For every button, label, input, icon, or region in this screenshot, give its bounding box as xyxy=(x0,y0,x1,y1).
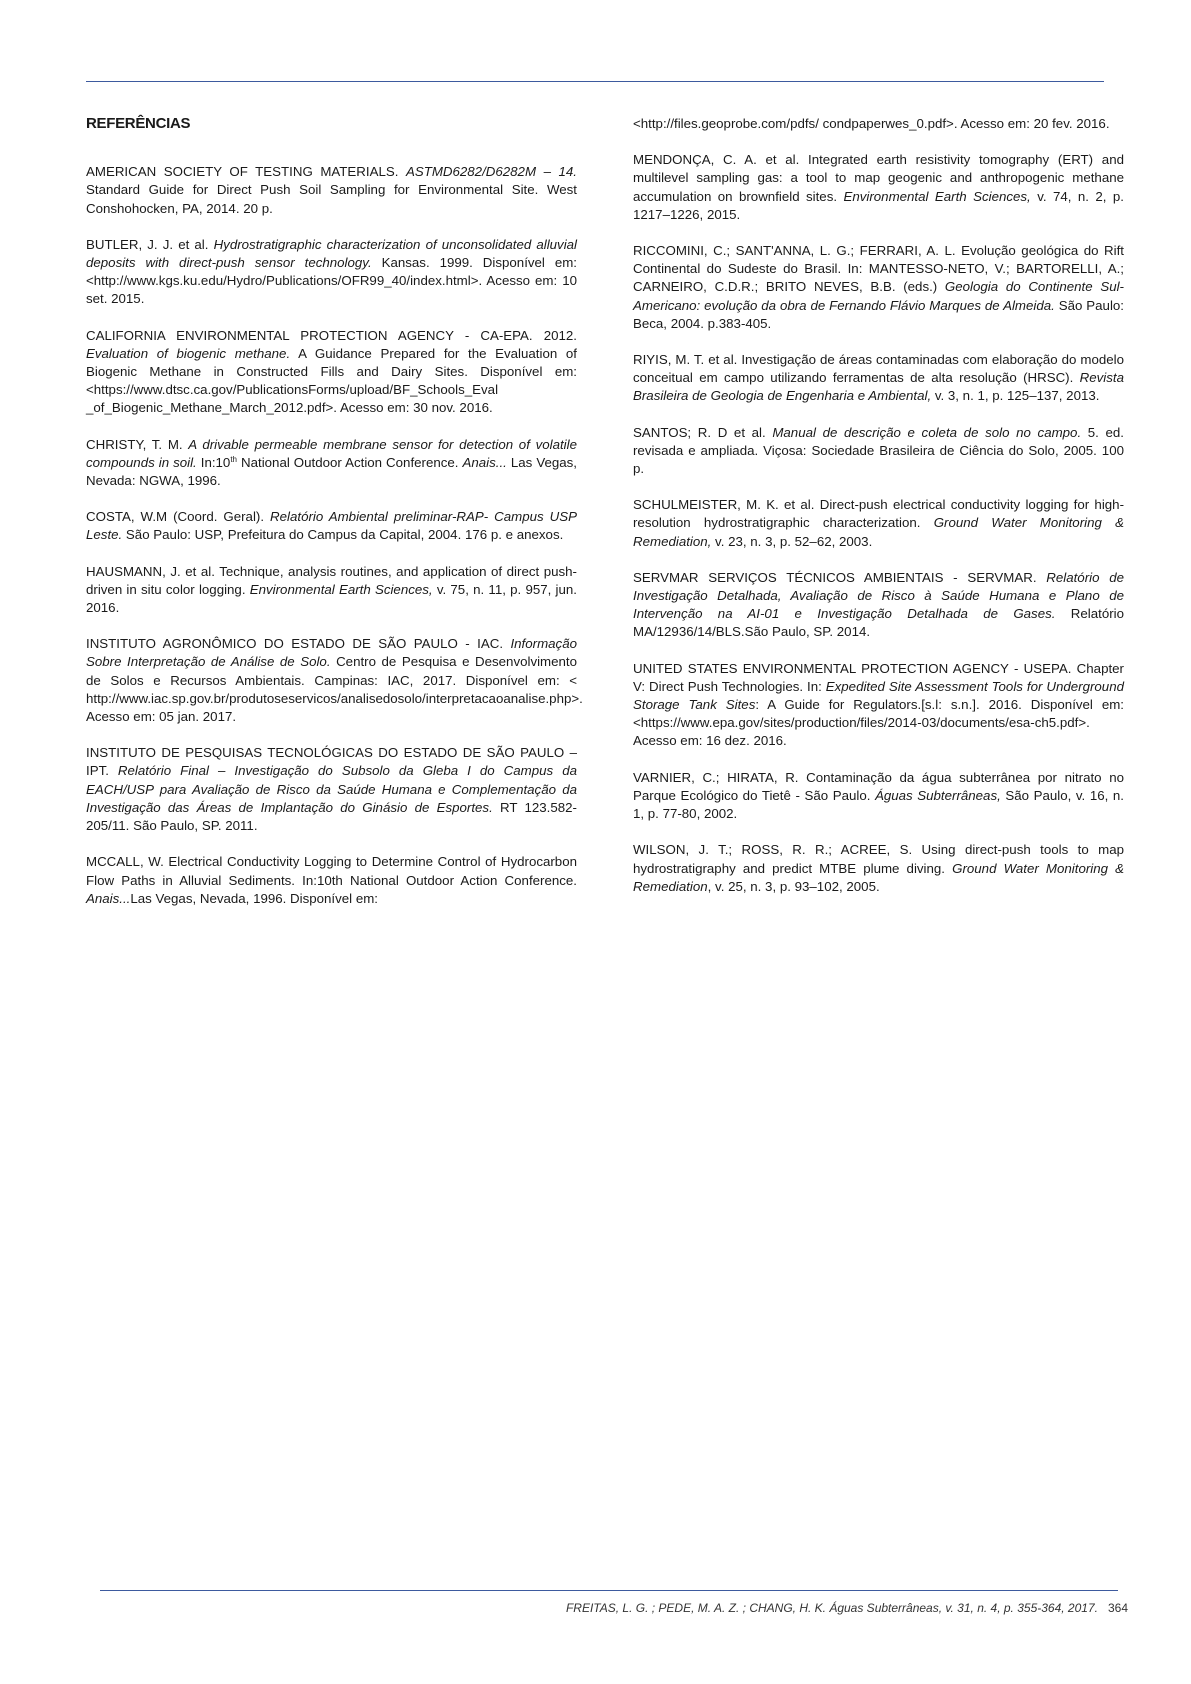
reference-entry: VARNIER, C.; HIRATA, R. Contaminação da água subterrânea por nitrato no Parque Ecológico do Tietê - São Paulo. Águas Subterrâneas, São Paulo, v. 16, n. 1, p. 77-80, 2002. xyxy=(633,769,1124,822)
reference-entry: HAUSMANN, J. et al. Technique, analysis routines, and application of direct push-driven in situ color logging. Environmental Earth Sciences, v. 75, n. 11, p. 957, jun. 2016. xyxy=(86,563,577,616)
reference-entry: SERVMAR SERVIÇOS TÉCNICOS AMBIENTAIS - SERVMAR. Relatório de Investigação Detalhada, Avaliação de Risco à Saúde Humana e Plano de Intervenção na AI-01 e Investigação Detalhada de Gases. Relatório MA/12936/14/BLS.São Paulo, SP. 2014. xyxy=(633,569,1124,640)
footer-rule xyxy=(100,1590,1118,1591)
reference-entry: SCHULMEISTER, M. K. et al. Direct-push electrical conductivity logging for high-resolution hydrostratigraphic characterization. Ground Water Monitoring & Remediation, v. 23, n. 3, p. 52–62, 2003. xyxy=(633,497,1124,549)
footer-citation xyxy=(566,1601,1128,1615)
reference-entry: SANTOS; R. D et al. Manual de descrição e coleta de solo no campo. 5. ed. revisada e ampliada. Viçosa: Sociedade Brasileira de Ciência do Solo, 2005. 100 p. xyxy=(633,424,1124,477)
page-number: 364 xyxy=(1107,1601,1128,1615)
reference-entry: MCCALL, W. Electrical Conductivity Logging to Determine Control of Hydrocarbon Flow Paths in Alluvial Sediments. In:10th National Outdoor Action Conference. Anais...Las Vegas, Nevada, 1996. Disponível em: xyxy=(86,854,577,906)
left-column xyxy=(86,115,583,926)
section-heading: REFERÊNCIAS xyxy=(86,115,191,132)
reference-entry: RIYIS, M. T. et al. Investigação de áreas contaminadas com elaboração do modelo conceitual em campo utilizando ferramentas de alta resolução (HRSC). Revista Brasileira de Geologia de Engenharia e Ambiental, v. 3, n. 1, p. 125–137, 2013. xyxy=(633,352,1124,404)
reference-entry: CHRISTY, T. M. A drivable permeable membrane sensor for detection of volatile compounds in soil. In:10th National Outdoor Action Conference. Anais... Las Vegas, Nevada: NGWA, 1996. xyxy=(86,436,577,489)
citation-text: FREITAS, L. G. ; PEDE, M. A. Z. ; CHANG, H. K. Águas Subterrâneas, v. 31, n. 4, p. 355-364, 2017. xyxy=(565,1601,1098,1615)
reference-entry: CALIFORNIA ENVIRONMENTAL PROTECTION AGENCY - CA-EPA. 2012. Evaluation of biogenic methane. A Guidance Prepared for the Evaluation of Biogenic Methane in Constructed Fills and Dairy Sites. Disponível em: <https://www.dtsc.ca.gov/PublicationsForms/upload/BF_Schools_Eval _of_Biogenic_Methane_March_2012.pdf>. Acesso em: 30 nov. 2016. xyxy=(86,327,577,416)
reference-entry: RICCOMINI, C.; SANT'ANNA, L. G.; FERRARI, A. L. Evolução geológica do Rift Continental do Sudeste do Brasil. In: MANTESSO-NETO, V.; BARTORELLI, A.; CARNEIRO, C.D.R.; BRITO NEVES, B.B. (eds.) Geologia do Continente Sul-Americano: evolução da obra de Fernando Flávio Marques de Almeida. São Paulo: Beca, 2004. p.383-405. xyxy=(633,243,1124,331)
reference-entry: UNITED STATES ENVIRONMENTAL PROTECTION AGENCY - USEPA. Chapter V: Direct Push Technologies. In: Expedited Site Assessment Tools for Underground Storage Tank Sites: A Guide for Regulators.[s.l: s.n.]. 2016. Disponível em: <https://www.epa.gov/sites/production/files/2014-03/documents/esa-ch5.pdf>. Acesso em: 16 dez. 2016. xyxy=(633,660,1124,749)
header-rule xyxy=(86,81,1104,82)
reference-entry: COSTA, W.M (Coord. Geral). Relatório Ambiental preliminar-RAP- Campus USP Leste. São Paulo: USP, Prefeitura do Campus da Capital, 2004. 176 p. e anexos. xyxy=(86,509,578,543)
reference-entry: INSTITUTO DE PESQUISAS TECNOLÓGICAS DO ESTADO DE SÃO PAULO – IPT. Relatório Final – Investigação do Subsolo da Gleba I do Campus da EACH/USP para Avaliação de Risco da Saúde Humana e Complementação da Investigação das Áreas de Implantação do Ginásio de Esportes. RT 123.582-205/11. São Paulo, SP. 2011. xyxy=(86,745,577,834)
reference-entry: AMERICAN SOCIETY OF TESTING MATERIALS. ASTMD6282/D6282M – 14. Standard Guide for Direct Push Soil Sampling for Environmental Site. West Conshohocken, PA, 2014. 20 p. xyxy=(86,164,577,216)
reference-entry: WILSON, J. T.; ROSS, R. R.; ACREE, S. Using direct-push tools to map hydrostratigraphy and predict MTBE plume diving. Ground Water Monitoring & Remediation, v. 25, n. 3, p. 93–102, 2005. xyxy=(633,842,1124,894)
reference-entry: MENDONÇA, C. A. et al. Integrated earth resistivity tomography (ERT) and multilevel sampling gas: a tool to map geogenic and anthropogenic methane accumulation on brownfield sites. Environmental Earth Sciences, v. 74, n. 2, p. 1217–1226, 2015. xyxy=(633,152,1124,222)
reference-entry: BUTLER, J. J. et al. Hydrostratigraphic characterization of unconsolidated alluvial deposits with direct-push sensor technology. Kansas. 1999. Disponível em: <http://www.kgs.ku.edu/Hydro/Publications/OFR99_40/index.html>. Acesso em: 10 set. 2015. xyxy=(86,236,578,307)
right-column xyxy=(633,115,1124,914)
reference-entry: INSTITUTO AGRONÔMICO DO ESTADO DE SÃO PAULO - IAC. Informação Sobre Interpretação de Análise de Solo. Centro de Pesquisa e Desenvolvimento de Solos e Recursos Ambientais. Campinas: IAC, 2017. Disponível em: < http://www.iac.sp.gov.br/produtoseservicos/analisedosolo/interpretacaoanalise.php>. Acesso em: 05 jan. 2017. xyxy=(86,636,583,725)
reference-entry: <http://files.geoprobe.com/pdfs/ condpaperwes_0.pdf>. Acesso em: 20 fev. 2016. xyxy=(633,116,1110,131)
